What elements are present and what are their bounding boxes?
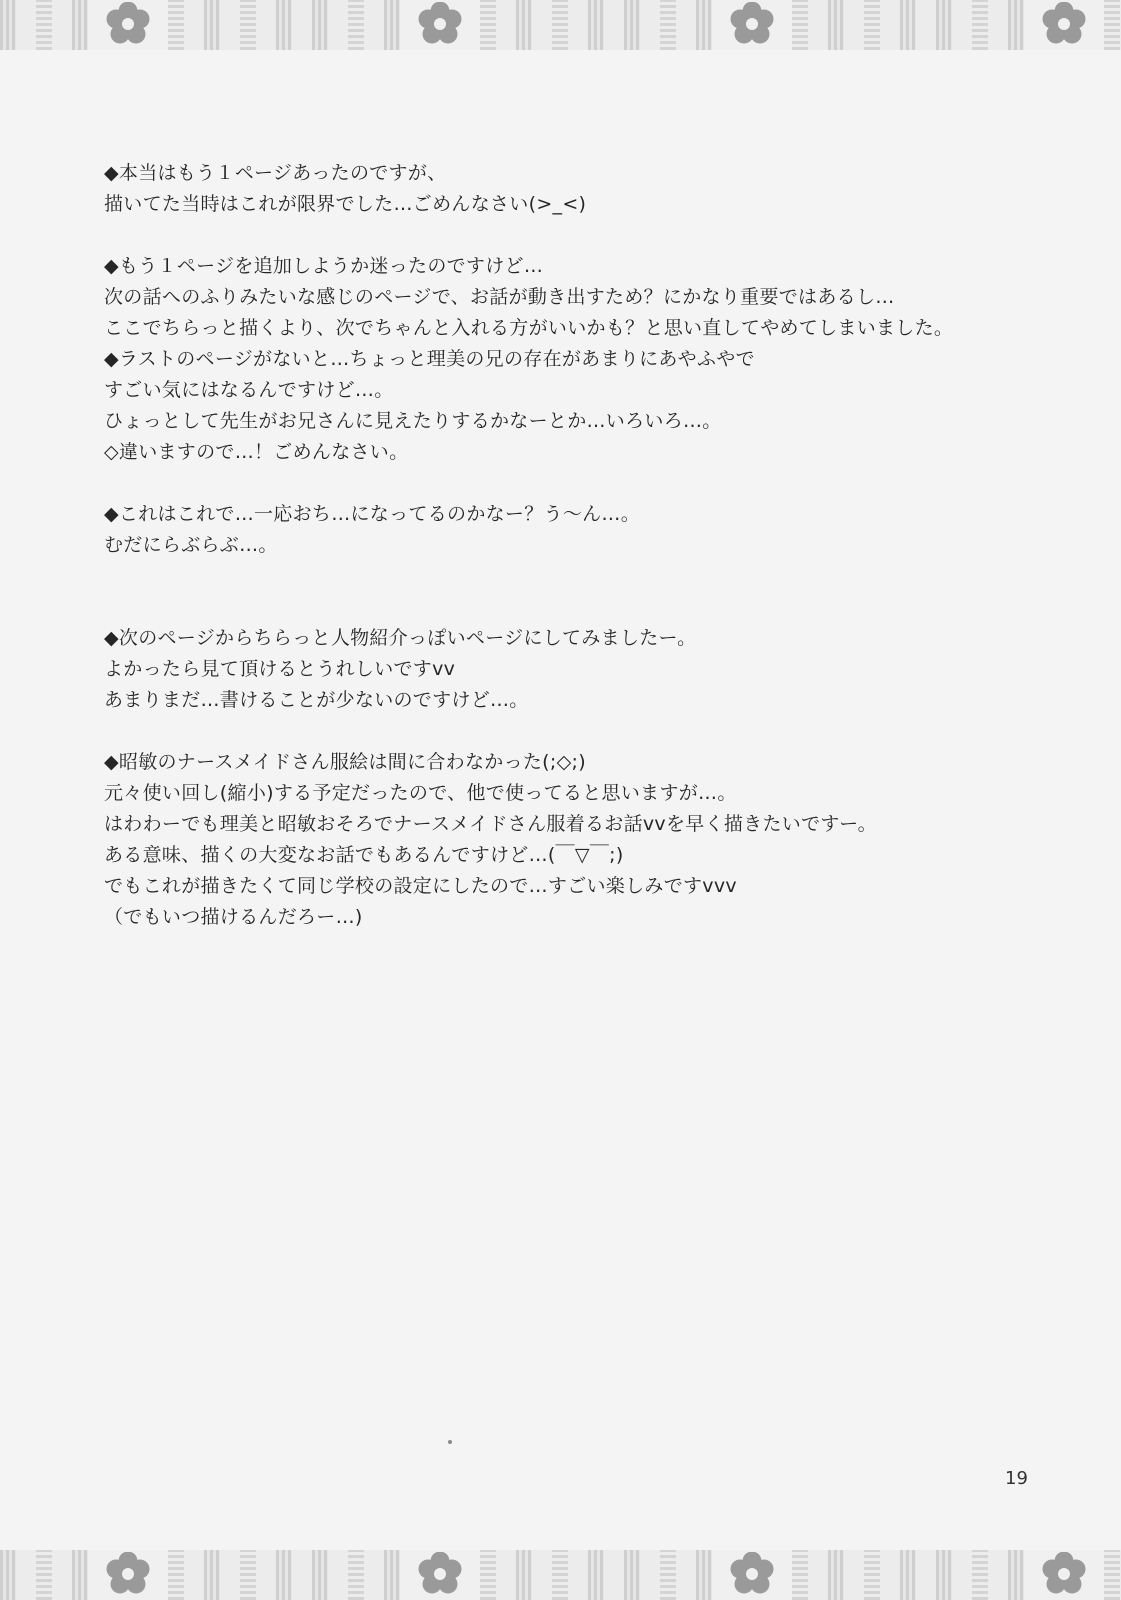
flower-tile — [400, 0, 480, 50]
border-tile — [900, 0, 916, 50]
border-tile — [72, 0, 88, 50]
note-line: ◆ラストのページがないと…ちょっと理美の兄の存在があまりにあやふやで — [104, 348, 755, 370]
border-tile — [624, 0, 640, 50]
paper-speck — [448, 1440, 452, 1444]
border-tile — [552, 1550, 568, 1600]
border-tile — [900, 1550, 916, 1600]
border-tile — [952, 1550, 972, 1600]
border-tile — [864, 0, 880, 50]
border-tile — [640, 1550, 660, 1600]
border-tile — [0, 0, 16, 50]
border-tile — [184, 0, 204, 50]
border-tile — [364, 1550, 384, 1600]
border-tile — [624, 1550, 640, 1600]
flower-tile — [712, 1550, 792, 1600]
flower-icon — [1036, 1552, 1092, 1598]
border-tile — [696, 1550, 712, 1600]
border-tile — [676, 1550, 696, 1600]
border-tile — [276, 0, 292, 50]
note-line: ◇違いますので…！ごめんなさい。 — [104, 441, 409, 463]
border-tile — [16, 1550, 36, 1600]
border-tile — [72, 1550, 88, 1600]
note-paragraph-5 — [104, 623, 1004, 716]
border-tile — [16, 0, 36, 50]
border-tile — [988, 1550, 1008, 1600]
border-tile — [292, 1550, 312, 1600]
flower-tile — [1024, 1550, 1104, 1600]
border-tile — [604, 1550, 624, 1600]
border-tile — [384, 1550, 400, 1600]
note-line: すごい気にはなるんですけど…。 — [104, 379, 394, 401]
border-tile — [660, 1550, 676, 1600]
border-tile — [204, 1550, 220, 1600]
border-tile — [808, 1550, 828, 1600]
border-tile — [480, 1550, 496, 1600]
border-tile — [0, 1550, 16, 1600]
flower-icon — [724, 1552, 780, 1598]
flower-tile — [400, 1550, 480, 1600]
border-tile — [1008, 1550, 1024, 1600]
border-tile — [808, 0, 828, 50]
flower-icon — [100, 2, 156, 48]
border-tile — [568, 1550, 588, 1600]
border-tile — [256, 1550, 276, 1600]
border-tile — [328, 0, 348, 50]
border-tile — [676, 0, 696, 50]
border-tile — [952, 0, 972, 50]
border-tile — [240, 1550, 256, 1600]
border-tile — [532, 1550, 552, 1600]
note-line: ◆次のページからちらっと人物紹介っぽいページにしてみましたー。 — [104, 627, 697, 649]
border-tile — [292, 0, 312, 50]
note-line: ここでちらっと描くより、次でちゃんと入れる方がいいかも？と思い直してやめてしまいました。 — [104, 317, 954, 339]
border-tile — [168, 0, 184, 50]
border-tile — [828, 0, 844, 50]
flower-icon — [724, 2, 780, 48]
note-line: ある意味、描くの大変なお話でもあるんですけど…(￣▽￣;) — [104, 844, 624, 866]
flower-tile — [712, 0, 792, 50]
border-tile — [168, 1550, 184, 1600]
border-tile — [184, 1550, 204, 1600]
border-tile — [660, 0, 676, 50]
afterword-notes — [104, 158, 1004, 964]
border-tile — [348, 1550, 364, 1600]
note-line: 描いてた当時はこれが限界でした…ごめんなさい(>_<) — [104, 193, 587, 215]
border-tile — [384, 0, 400, 50]
border-tile — [36, 0, 52, 50]
border-tile — [568, 0, 588, 50]
flower-tile — [1024, 0, 1104, 50]
border-tile — [916, 0, 936, 50]
border-tile — [588, 1550, 604, 1600]
border-tile — [972, 0, 988, 50]
border-tile — [604, 0, 624, 50]
border-tile — [496, 0, 516, 50]
border-tile — [936, 1550, 952, 1600]
border-tile — [364, 0, 384, 50]
note-line: 元々使い回し(縮小)する予定だったので、他で使ってると思いますが…。 — [104, 782, 737, 804]
border-tile — [328, 1550, 348, 1600]
border-tile — [1008, 0, 1024, 50]
note-line: でもこれが描きたくて同じ学校の設定にしたので…すごい楽しみですvvv — [104, 875, 737, 897]
border-tile — [240, 0, 256, 50]
top-decorative-border — [0, 0, 1121, 50]
border-tile — [36, 1550, 52, 1600]
border-tile — [348, 0, 364, 50]
note-line: ◆本当はもう１ページあったのですが、 — [104, 162, 447, 184]
border-tile — [496, 1550, 516, 1600]
flower-icon — [1036, 2, 1092, 48]
border-tile — [312, 0, 328, 50]
flower-tile — [88, 0, 168, 50]
border-tile — [916, 1550, 936, 1600]
note-line: （でもいつ描けるんだろー…) — [104, 906, 363, 928]
border-tile — [552, 0, 568, 50]
note-line: 次の話へのふりみたいな感じのページで、お話が動き出すため？にかなり重要ではあるし… — [104, 286, 895, 308]
border-tile — [256, 0, 276, 50]
flower-icon — [412, 1552, 468, 1598]
note-line: むだにらぶらぶ…。 — [104, 534, 278, 556]
border-tile — [52, 0, 72, 50]
bottom-decorative-border — [0, 1550, 1121, 1600]
flower-icon — [412, 2, 468, 48]
border-tile — [880, 1550, 900, 1600]
border-tile — [220, 1550, 240, 1600]
note-paragraph-2 — [104, 251, 1004, 344]
note-line: ◆昭敏のナースメイドさん服絵は間に合わなかった(;◇;) — [104, 751, 586, 773]
border-tile — [988, 0, 1008, 50]
note-line: ◆もう１ページを追加しようか迷ったのですけど… — [104, 255, 544, 277]
flower-tile — [88, 1550, 168, 1600]
border-tile — [480, 0, 496, 50]
border-tile — [936, 0, 952, 50]
border-tile — [1104, 0, 1120, 50]
border-tile — [532, 0, 552, 50]
page-number: 19 — [1005, 1468, 1028, 1489]
border-tile — [640, 0, 660, 50]
border-tile — [516, 0, 532, 50]
border-tile — [52, 1550, 72, 1600]
flower-icon — [100, 1552, 156, 1598]
border-tile — [220, 0, 240, 50]
border-tile — [864, 1550, 880, 1600]
border-tile — [696, 0, 712, 50]
border-tile — [828, 1550, 844, 1600]
border-tile — [276, 1550, 292, 1600]
border-tile — [204, 0, 220, 50]
note-paragraph-4 — [104, 499, 1004, 561]
note-paragraph-1 — [104, 158, 1004, 220]
note-line: よかったら見て頂けるとうれしいですvv — [104, 658, 456, 680]
note-line: あまりまだ…書けることが少ないのですけど…。 — [104, 689, 529, 711]
border-tile — [588, 0, 604, 50]
border-tile — [1104, 1550, 1120, 1600]
border-tile — [880, 0, 900, 50]
border-tile — [792, 0, 808, 50]
border-tile — [792, 1550, 808, 1600]
note-paragraph-3 — [104, 344, 1004, 468]
border-tile — [844, 0, 864, 50]
note-paragraph-6 — [104, 747, 1004, 933]
border-tile — [516, 1550, 532, 1600]
note-line: ◆これはこれで…一応おち…になってるのかなー？う～ん…。 — [104, 503, 641, 525]
note-line: はわわーでも理美と昭敏おそろでナースメイドさん服着るお話vvを早く描きたいですー。 — [104, 813, 877, 835]
border-tile — [844, 1550, 864, 1600]
border-tile — [312, 1550, 328, 1600]
note-line: ひょっとして先生がお兄さんに見えたりするかなーとか…いろいろ…。 — [104, 410, 722, 432]
border-tile — [972, 1550, 988, 1600]
